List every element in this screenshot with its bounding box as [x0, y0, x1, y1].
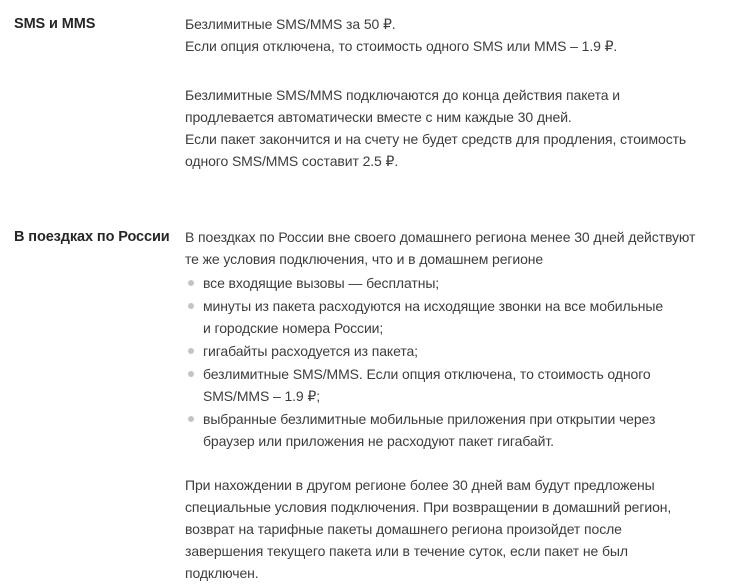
text-line: завершения текущего пакета или в течение суток, если пакет не был — [185, 543, 628, 559]
bullet-line: SMS/MMS – 1.9 ₽; — [203, 388, 321, 404]
section-content-travel-russia — [185, 226, 731, 584]
bullet-item-incoming-calls — [185, 272, 725, 294]
section-content-sms-mms — [185, 13, 731, 172]
bullet-dot-icon — [188, 416, 194, 422]
bullet-line: минуты из пакета расходуются на исходящие звонки на все мобильные — [203, 298, 664, 314]
bullet-line: и городские номера России; — [203, 320, 384, 336]
text-line: В поездках по России вне своего домашнего региона менее 30 дней действуют — [185, 229, 696, 245]
paragraph-travel-outro — [185, 474, 725, 584]
text-line: Безлимитные SMS/MMS подключаются до конца действия пакета и — [185, 87, 620, 103]
section-label-travel-russia: В поездках по России — [14, 229, 170, 245]
bullet-item-unlimited-apps — [185, 408, 725, 452]
travel-conditions-list — [185, 272, 725, 452]
bullet-line: гигабайты расходуется из пакета; — [203, 343, 418, 359]
text-line: Безлимитные SMS/MMS за 50 ₽. — [185, 16, 396, 32]
bullet-line: все входящие вызовы — бесплатны; — [203, 275, 440, 291]
section-label-sms-mms: SMS и MMS — [14, 16, 96, 32]
paragraph-travel-intro — [185, 226, 725, 270]
bullet-item-gigabytes — [185, 340, 725, 362]
bullet-item-unlimited-sms — [185, 363, 725, 407]
text-line: Если опция отключена, то стоимость одного SMS или MMS – 1.9 ₽. — [185, 38, 618, 54]
text-line: одного SMS/MMS составит 2.5 ₽. — [185, 153, 399, 169]
text-line: те же условия подключения, что и в домашнем регионе — [185, 251, 544, 267]
text-line: специальные условия подключения. При возвращении в домашний регион, — [185, 499, 672, 515]
text-line: продлевается автоматически вместе с ним каждые 30 дней. — [185, 109, 572, 125]
bullet-dot-icon — [188, 280, 194, 286]
text-line: возврат на тарифные пакеты домашнего региона произойдет после — [185, 521, 622, 537]
paragraph-sms-renewal — [185, 84, 725, 172]
bullet-line: безлимитные SMS/MMS. Если опция отключена, то стоимость одного — [203, 366, 651, 382]
bullet-item-package-minutes — [185, 295, 725, 339]
paragraph-sms-price — [185, 13, 725, 57]
text-line: При нахождении в другом регионе более 30 дней вам будут предложены — [185, 477, 655, 493]
text-line: Если пакет закончится и на счету не будет средств для продления, стоимость — [185, 131, 687, 147]
bullet-dot-icon — [188, 303, 194, 309]
text-line: подключен. — [185, 565, 259, 581]
bullet-line: браузер или приложения не расходуют пакет гигабайт. — [203, 433, 554, 449]
bullet-dot-icon — [188, 348, 194, 354]
bullet-line: выбранные безлимитные мобильные приложения при открытии через — [203, 411, 656, 427]
section-sms-mms — [14, 13, 731, 172]
bullet-dot-icon — [188, 371, 194, 377]
section-travel-russia — [14, 226, 731, 584]
